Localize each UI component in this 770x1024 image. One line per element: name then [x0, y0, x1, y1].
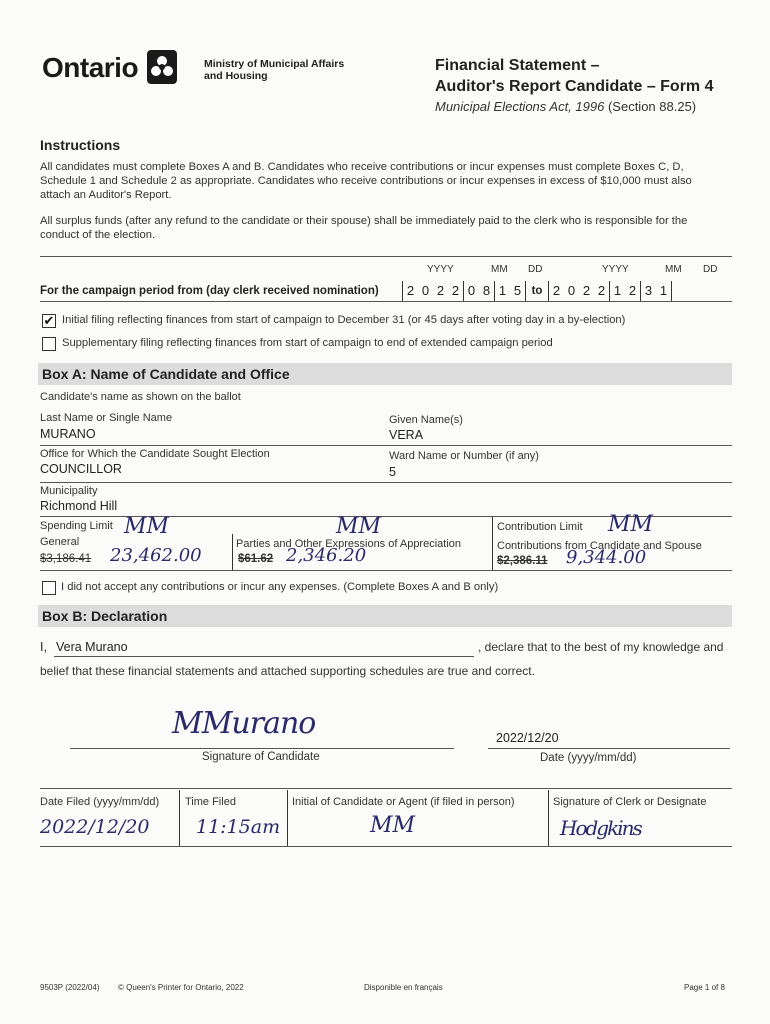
- divider: [287, 790, 288, 846]
- ministry-name: Ministry of Municipal Affairs and Housing: [204, 58, 345, 82]
- to-year-digit: 0: [567, 283, 576, 298]
- divider: [179, 790, 180, 846]
- ward-label: Ward Name or Number (if any): [389, 450, 539, 462]
- signature-line: [70, 748, 454, 749]
- ballot-name-note: Candidate's name as shown on the ballot: [40, 391, 241, 403]
- instructions-heading: Instructions: [40, 137, 121, 153]
- divider: [40, 482, 732, 483]
- parties-initials: MM: [336, 514, 382, 539]
- general-label: General: [40, 536, 80, 548]
- to-month-header: MM: [665, 264, 682, 275]
- from-month-digit: 8: [482, 283, 491, 298]
- contribution-limit-initials: MM: [608, 512, 654, 537]
- declaration-text-2: belief that these financial statements and attached supporting schedules are true and correct.: [40, 664, 535, 678]
- date-filed-label: Date Filed (yyyy/mm/dd): [40, 796, 160, 808]
- general-old-value: $3,186.41: [40, 553, 92, 565]
- supplementary-filing-checkbox[interactable]: [42, 337, 56, 351]
- divider: [40, 445, 732, 446]
- to-month-digit: 1: [613, 283, 622, 298]
- supplementary-filing-label: Supplementary filing reflecting finances from start of campaign to end of extended campaign period: [62, 337, 553, 349]
- to-year-digit: 2: [582, 283, 591, 298]
- initial-filing-label: Initial filing reflecting finances from start of campaign to December 31 (or 45 days after voting day in a by-election): [62, 314, 626, 326]
- divider: [40, 256, 732, 257]
- copyright: © Queen's Printer for Ontario, 2022: [118, 983, 244, 992]
- no-contributions-label: I did not accept any contributions or incur any expenses. (Complete Boxes A and B only): [61, 581, 499, 593]
- parties-new-value[interactable]: 2,346.20: [286, 545, 367, 566]
- ontario-logo-word: Ontario: [42, 52, 139, 83]
- form-code: 9503P (2022/04): [40, 983, 100, 992]
- signature-label: Signature of Candidate: [202, 751, 320, 763]
- to-year-digit: 2: [597, 283, 606, 298]
- to-day-header: DD: [703, 264, 718, 275]
- from-date-field[interactable]: [402, 281, 672, 301]
- from-day-digit: 5: [513, 283, 522, 298]
- from-day-header: DD: [528, 264, 543, 275]
- page-number: Page 1 of 8: [684, 983, 725, 992]
- no-contributions-checkbox[interactable]: [42, 581, 56, 595]
- clerk-signature[interactable]: Hodgkins: [560, 816, 641, 840]
- office-label: Office for Which the Candidate Sought Election: [40, 448, 270, 460]
- spending-limit-initials: MM: [124, 514, 170, 539]
- contributions-label: Contributions from Candidate and Spouse: [497, 540, 702, 552]
- spending-limit-label: Spending Limit: [40, 520, 113, 532]
- divider: [232, 534, 233, 570]
- to-year-header: YYYY: [602, 264, 629, 275]
- time-filed-label: Time Filed: [185, 796, 236, 808]
- divider: [40, 570, 732, 571]
- box-b-header: Box B: Declaration: [38, 605, 732, 627]
- divider: [40, 301, 732, 302]
- date-filed-value[interactable]: 2022/12/20: [40, 816, 150, 838]
- from-year-digit: 2: [406, 283, 415, 298]
- to-month-digit: 2: [628, 283, 637, 298]
- from-month-digit: 0: [467, 283, 476, 298]
- french-availability: Disponible en français: [364, 983, 443, 992]
- initial-label: Initial of Candidate or Agent (if filed in person): [292, 796, 515, 808]
- box-a-header: Box A: Name of Candidate and Office: [38, 363, 732, 385]
- date-line: [488, 748, 730, 749]
- candidate-signature[interactable]: MMurano: [172, 706, 316, 741]
- ontario-trillium-icon: [147, 50, 177, 84]
- municipality-value[interactable]: Richmond Hill: [40, 499, 118, 513]
- initial-filing-checkbox[interactable]: ✔: [43, 313, 55, 328]
- general-new-value[interactable]: 23,462.00: [110, 545, 202, 566]
- from-year-header: YYYY: [427, 264, 454, 275]
- declaration-prefix: I,: [40, 640, 47, 654]
- ward-value[interactable]: 5: [389, 465, 396, 479]
- contributions-old-value: $2,386.11: [497, 555, 548, 567]
- to-day-digit: 1: [659, 283, 668, 298]
- parties-label: Parties and Other Expressions of Appreciation: [236, 538, 462, 550]
- last-name-value[interactable]: MURANO: [40, 427, 96, 441]
- contribution-limit-label: Contribution Limit: [497, 521, 583, 533]
- divider: [40, 788, 732, 789]
- to-year-digit: 2: [552, 283, 561, 298]
- form-subtitle: Municipal Elections Act, 1996 (Section 88.25): [435, 99, 697, 114]
- from-year-digit: 0: [421, 283, 430, 298]
- instructions-paragraph-2: All surplus funds (after any refund to the candidate or their spouse) shall be immediately paid to the clerk who is responsible for the conduct of the election.: [40, 215, 688, 241]
- given-name-label: Given Name(s): [389, 414, 463, 426]
- from-year-digit: 2: [451, 283, 460, 298]
- form-title: Financial Statement – Auditor's Report Candidate – Form 4: [435, 57, 714, 95]
- time-filed-value[interactable]: 11:15am: [196, 816, 281, 838]
- from-year-digit: 2: [436, 283, 445, 298]
- initial-value[interactable]: MM: [370, 813, 416, 838]
- given-name-value[interactable]: VERA: [389, 428, 424, 442]
- declarant-name[interactable]: Vera Murano: [56, 640, 128, 654]
- instructions-paragraph-1: All candidates must complete Boxes A and B. Candidates who receive contributions or incur expenses must complete Boxes C, D, Schedule 1 and Schedule 2 as appropriate. Candidates who receive contributions or incur expenses in excess of $10,000 must also attach an Auditor's Report.: [40, 161, 692, 201]
- municipality-label: Municipality: [40, 485, 98, 497]
- date-label: Date (yyyy/mm/dd): [540, 752, 637, 764]
- name-line: [54, 656, 474, 657]
- contributions-new-value[interactable]: 9,344.00: [566, 547, 647, 568]
- to-day-digit: 3: [644, 283, 653, 298]
- office-value[interactable]: COUNCILLOR: [40, 462, 122, 476]
- divider: [548, 790, 549, 846]
- from-month-header: MM: [491, 264, 508, 275]
- declaration-date[interactable]: 2022/12/20: [496, 731, 559, 745]
- divider: [492, 517, 493, 570]
- divider: [40, 846, 732, 847]
- last-name-label: Last Name or Single Name: [40, 412, 173, 424]
- to-label: to: [531, 285, 543, 297]
- parties-old-value: $61.62: [238, 553, 274, 565]
- campaign-period-label: For the campaign period from (day clerk received nomination): [40, 285, 379, 297]
- from-day-digit: 1: [498, 283, 507, 298]
- clerk-signature-label: Signature of Clerk or Designate: [553, 796, 707, 808]
- declaration-text: , declare that to the best of my knowledge and: [478, 640, 724, 654]
